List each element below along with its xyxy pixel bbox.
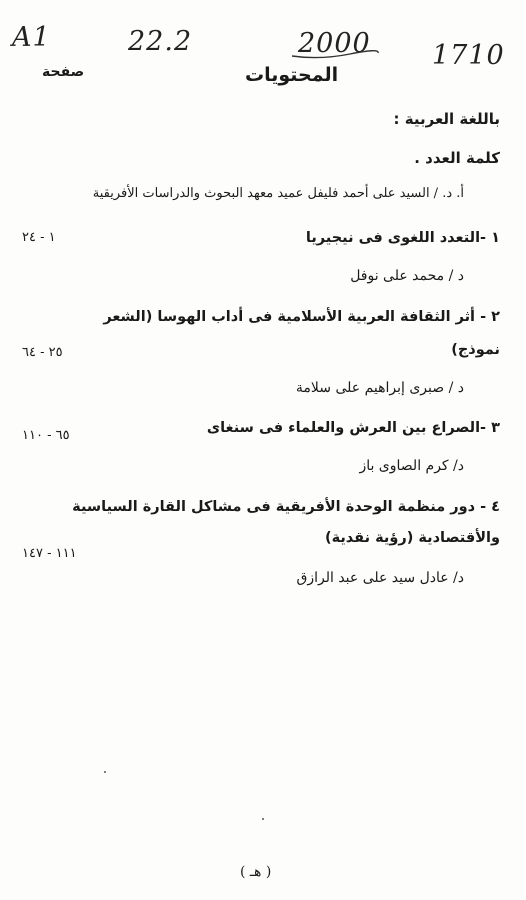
entry-4-pages: ١١١ - ١٤٧ <box>22 546 77 561</box>
entry-2-pages: ٢٥ - ٦٤ <box>22 345 63 360</box>
entry-1-author: د / محمد على نوفل <box>350 268 464 284</box>
handwritten-date: 22.2 <box>128 26 193 57</box>
footer-page-marker: ( هـ ) <box>240 864 272 880</box>
handwritten-year: 2000 <box>298 28 371 59</box>
scan-speck <box>262 818 264 820</box>
entry-4-title-line-2: والأقتصادية (رؤية نقدية) <box>324 530 500 546</box>
entry-2-title-line-2: نموذج) <box>451 342 500 358</box>
entry-4-author: د/ عادل سيد على عبد الرازق <box>296 570 464 586</box>
handwritten-number: 1710 <box>432 40 505 71</box>
entry-1-pages: ١ - ٢٤ <box>22 230 56 245</box>
handwritten-underline <box>290 48 380 62</box>
page-column-label: صفحة <box>42 64 85 80</box>
entry-3-pages: ٦٥ - ١١٠ <box>22 428 70 443</box>
editorial-author: أ. د. / السيد على أحمد فليفل عميد معهد البحوث والدراسات الأفريقية <box>92 186 464 201</box>
handwritten-ref-code: A1 <box>12 22 51 53</box>
entry-3-title: ٣ -الصراع بين العرش والعلماء فى سنغاى <box>206 420 500 436</box>
arabic-section-heading: باللغة العربية : <box>393 110 500 128</box>
entry-2-title-line-1: ٢ - أثر الثقافة العربية الأسلامية فى أداب الهوسا (الشعر <box>103 309 500 325</box>
entry-2-author: د / صبرى إبراهيم على سلامة <box>295 380 464 396</box>
entry-4-title-line-1: ٤ - دور منظمة الوحدة الأفريقية فى مشاكل القارة السياسية <box>72 499 500 515</box>
entry-3-author: د/ كرم الصاوى باز <box>359 458 464 474</box>
scan-speck <box>104 771 106 773</box>
editorial-heading: كلمة العدد . <box>414 149 500 167</box>
page-title: المحتويات <box>245 64 339 86</box>
entry-1-title: ١ -التعدد اللغوى فى نيجيريا <box>305 230 500 246</box>
